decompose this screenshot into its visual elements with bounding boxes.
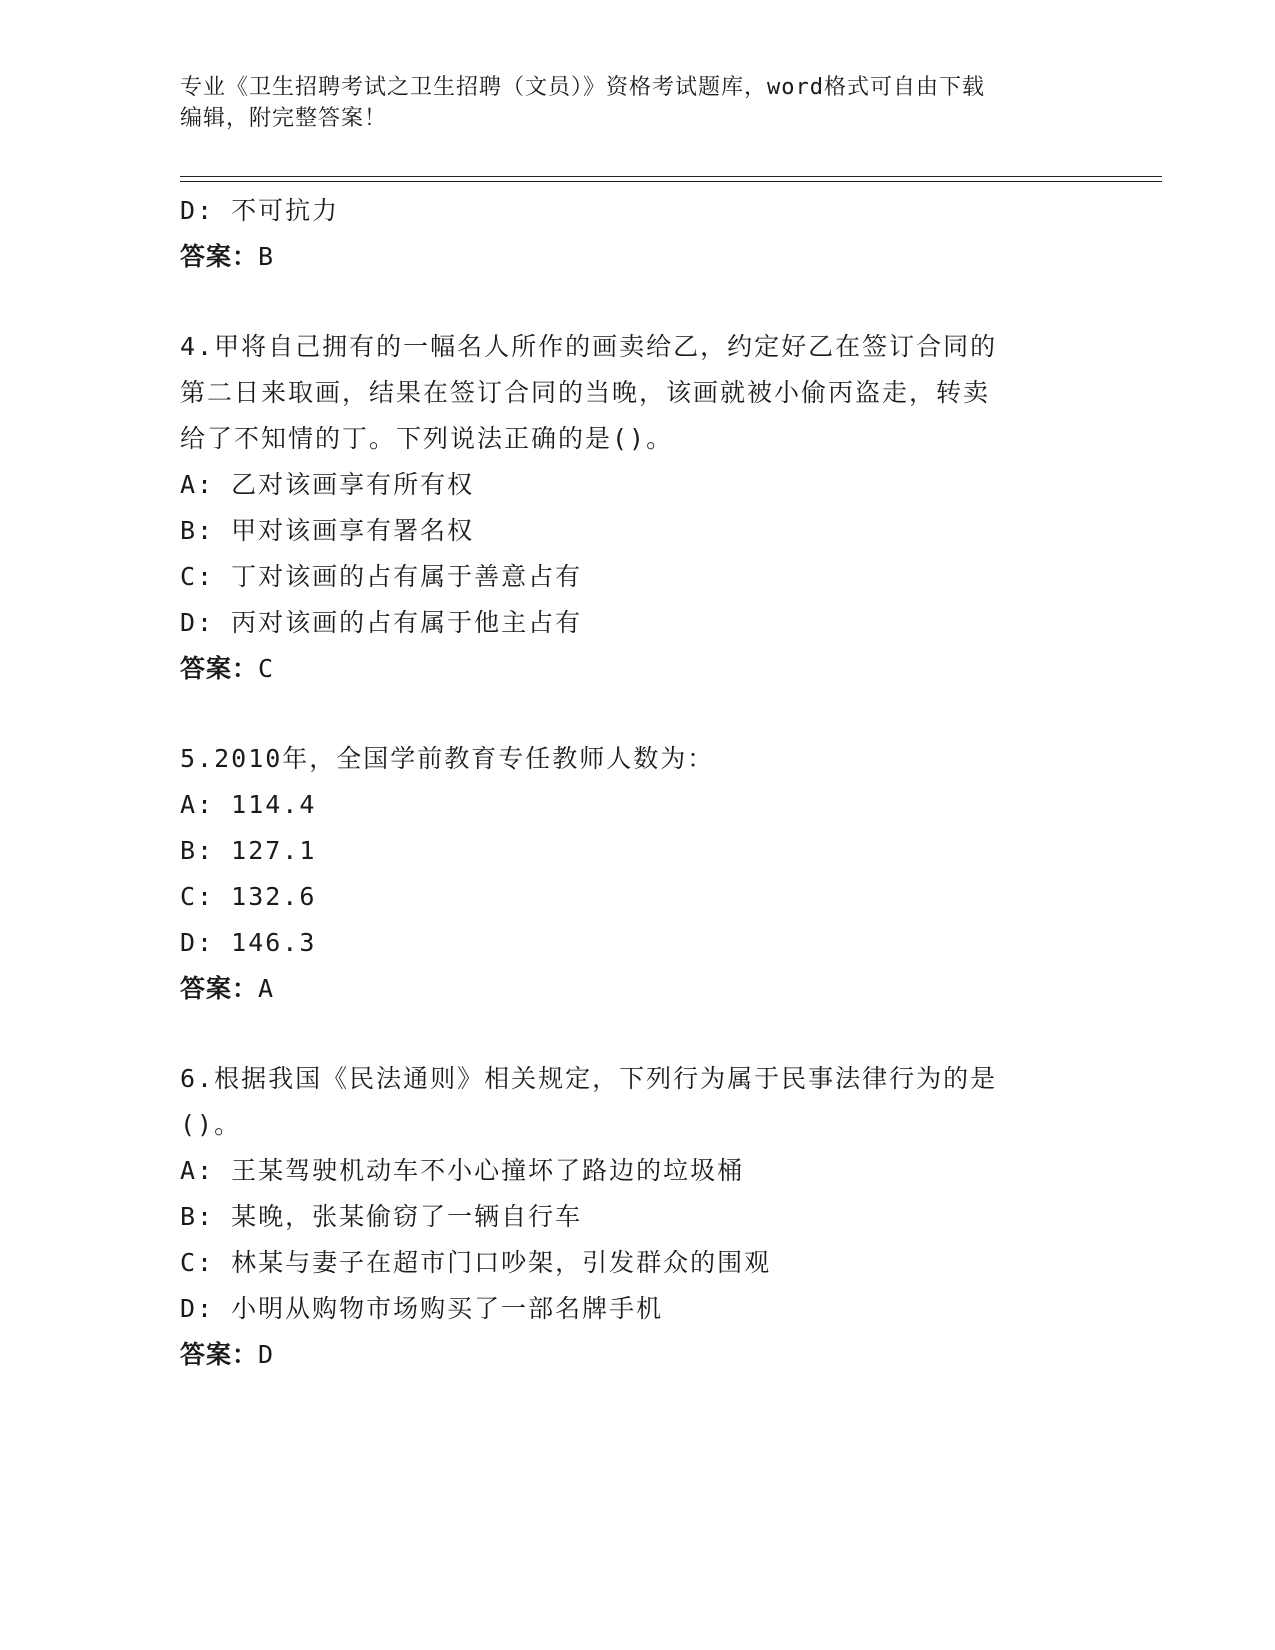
question-text-line: 6.根据我国《民法通则》相关规定，下列行为属于民事法律行为的是 xyxy=(180,1064,998,1093)
question-text-line: 第二日来取画，结果在签订合同的当晚，该画就被小偷丙盗走，转卖 xyxy=(180,378,991,407)
option-d: D: 146.3 xyxy=(180,928,317,957)
option-a: A: 乙对该画享有所有权 xyxy=(180,470,475,499)
option-d: D: 不可抗力 xyxy=(180,196,340,225)
answer-label: 答案： xyxy=(180,1340,259,1369)
spacer xyxy=(180,692,1060,736)
answer-line xyxy=(180,966,1060,1012)
question-text-line: 给了不知情的丁。下列说法正确的是()。 xyxy=(180,424,674,453)
header-divider-bottom xyxy=(180,181,1162,182)
question-5 xyxy=(180,736,1060,1012)
answer-label: 答案： xyxy=(180,242,259,271)
option-d: D: 小明从购物市场购买了一部名牌手机 xyxy=(180,1294,664,1323)
answer-label: 答案： xyxy=(180,654,259,683)
document-header xyxy=(180,72,1060,134)
answer-line xyxy=(180,234,1060,280)
answer-value: D xyxy=(258,1340,274,1369)
option-d: D: 丙对该画的占有属于他主占有 xyxy=(180,608,583,637)
option-c: C: 132.6 xyxy=(180,882,317,911)
option-a: A: 王某驾驶机动车不小心撞坏了路边的垃圾桶 xyxy=(180,1156,745,1185)
option-b: B: 甲对该画享有署名权 xyxy=(180,516,475,545)
answer-value: C xyxy=(258,654,274,683)
question-4 xyxy=(180,324,1060,692)
spacer xyxy=(180,1012,1060,1056)
answer-label: 答案： xyxy=(180,974,259,1003)
header-divider-top xyxy=(180,176,1162,177)
answer-line xyxy=(180,646,1060,692)
answer-value: A xyxy=(258,974,274,1003)
spacer xyxy=(180,280,1060,324)
header-line-1: 专业《卫生招聘考试之卫生招聘（文员）》资格考试题库，word格式可自由下载 xyxy=(180,75,985,100)
option-b: B: 某晚，张某偷窃了一辆自行车 xyxy=(180,1202,583,1231)
question-text-line: 5.2010年，全国学前教育专任教师人数为： xyxy=(180,744,715,773)
option-b: B: 127.1 xyxy=(180,836,317,865)
option-a: A: 114.4 xyxy=(180,790,317,819)
question-list xyxy=(180,188,1060,1378)
option-c: C: 丁对该画的占有属于善意占有 xyxy=(180,562,583,591)
header-line-2: 编辑，附完整答案！ xyxy=(180,106,388,131)
answer-line xyxy=(180,1332,1060,1378)
question-text-line: 4.甲将自己拥有的一幅名人所作的画卖给乙，约定好乙在签订合同的 xyxy=(180,332,998,361)
question-text-line: ()。 xyxy=(180,1110,242,1139)
question-6 xyxy=(180,1056,1060,1378)
option-c: C: 林某与妻子在超市门口吵架，引发群众的围观 xyxy=(180,1248,772,1277)
previous-question-tail xyxy=(180,188,1060,280)
answer-value: B xyxy=(258,242,274,271)
